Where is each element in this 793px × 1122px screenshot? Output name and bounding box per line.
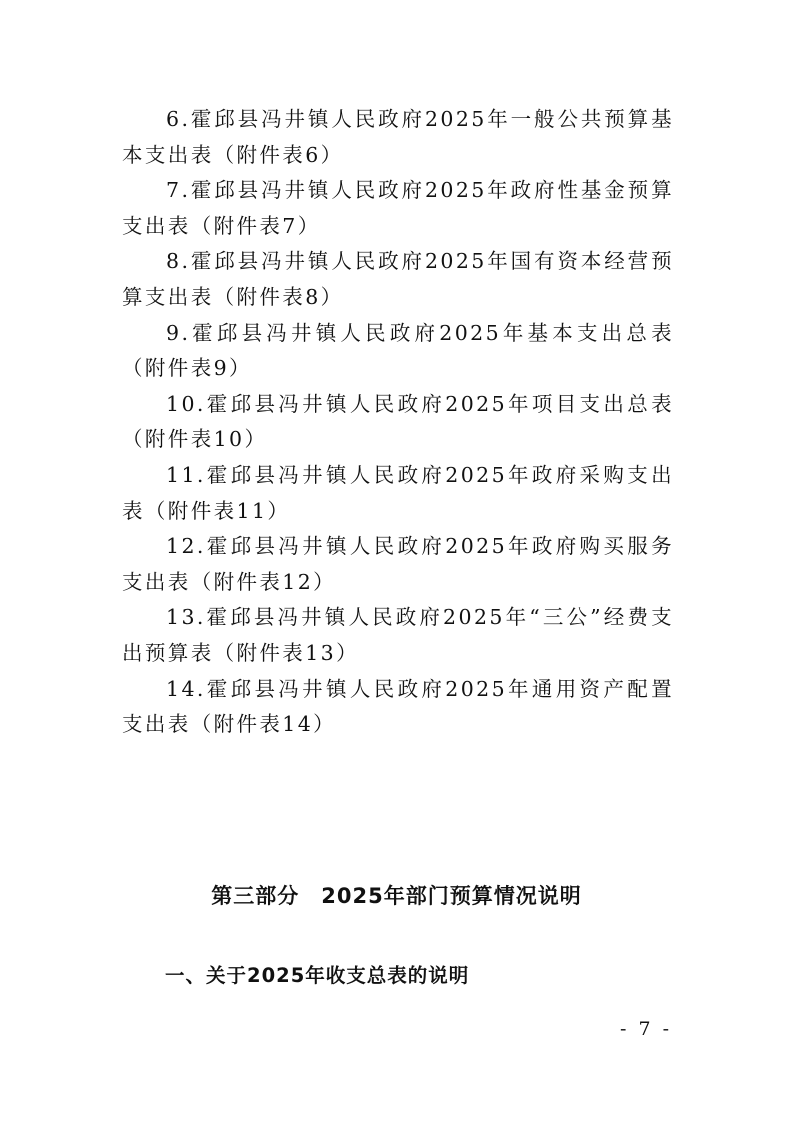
attachment-item-10: 10.霍邱县冯井镇人民政府2025年项目支出总表（附件表10） <box>122 391 674 452</box>
attachment-item-12: 12.霍邱县冯井镇人民政府2025年政府购买服务支出表（附件表12） <box>122 534 674 594</box>
attachment-item-9: 9.霍邱县冯井镇人民政府2025年基本支出总表（附件表9） <box>122 320 674 381</box>
attachment-list <box>122 102 674 743</box>
attachment-item-8: 8.霍邱县冯井镇人民政府2025年国有资本经营预算支出表（附件表8） <box>122 249 674 309</box>
attachment-item-11: 11.霍邱县冯井镇人民政府2025年政府采购支出表（附件表11） <box>122 462 674 523</box>
subheading: 一、关于2025年收支总表的说明 <box>165 964 470 987</box>
attachment-item-6: 6.霍邱县冯井镇人民政府2025年一般公共预算基本支出表（附件表6） <box>122 107 674 167</box>
attachment-item-13: 13.霍邱县冯井镇人民政府2025年“三公”经费支出预算表（附件表13） <box>122 605 674 665</box>
attachment-item-14: 14.霍邱县冯井镇人民政府2025年通用资产配置支出表（附件表14） <box>122 676 674 737</box>
page-number: - 7 - <box>620 1018 673 1040</box>
attachment-item-7: 7.霍邱县冯井镇人民政府2025年政府性基金预算支出表（附件表7） <box>122 178 674 238</box>
section-title: 第三部分 2025年部门预算情况说明 <box>211 884 582 908</box>
